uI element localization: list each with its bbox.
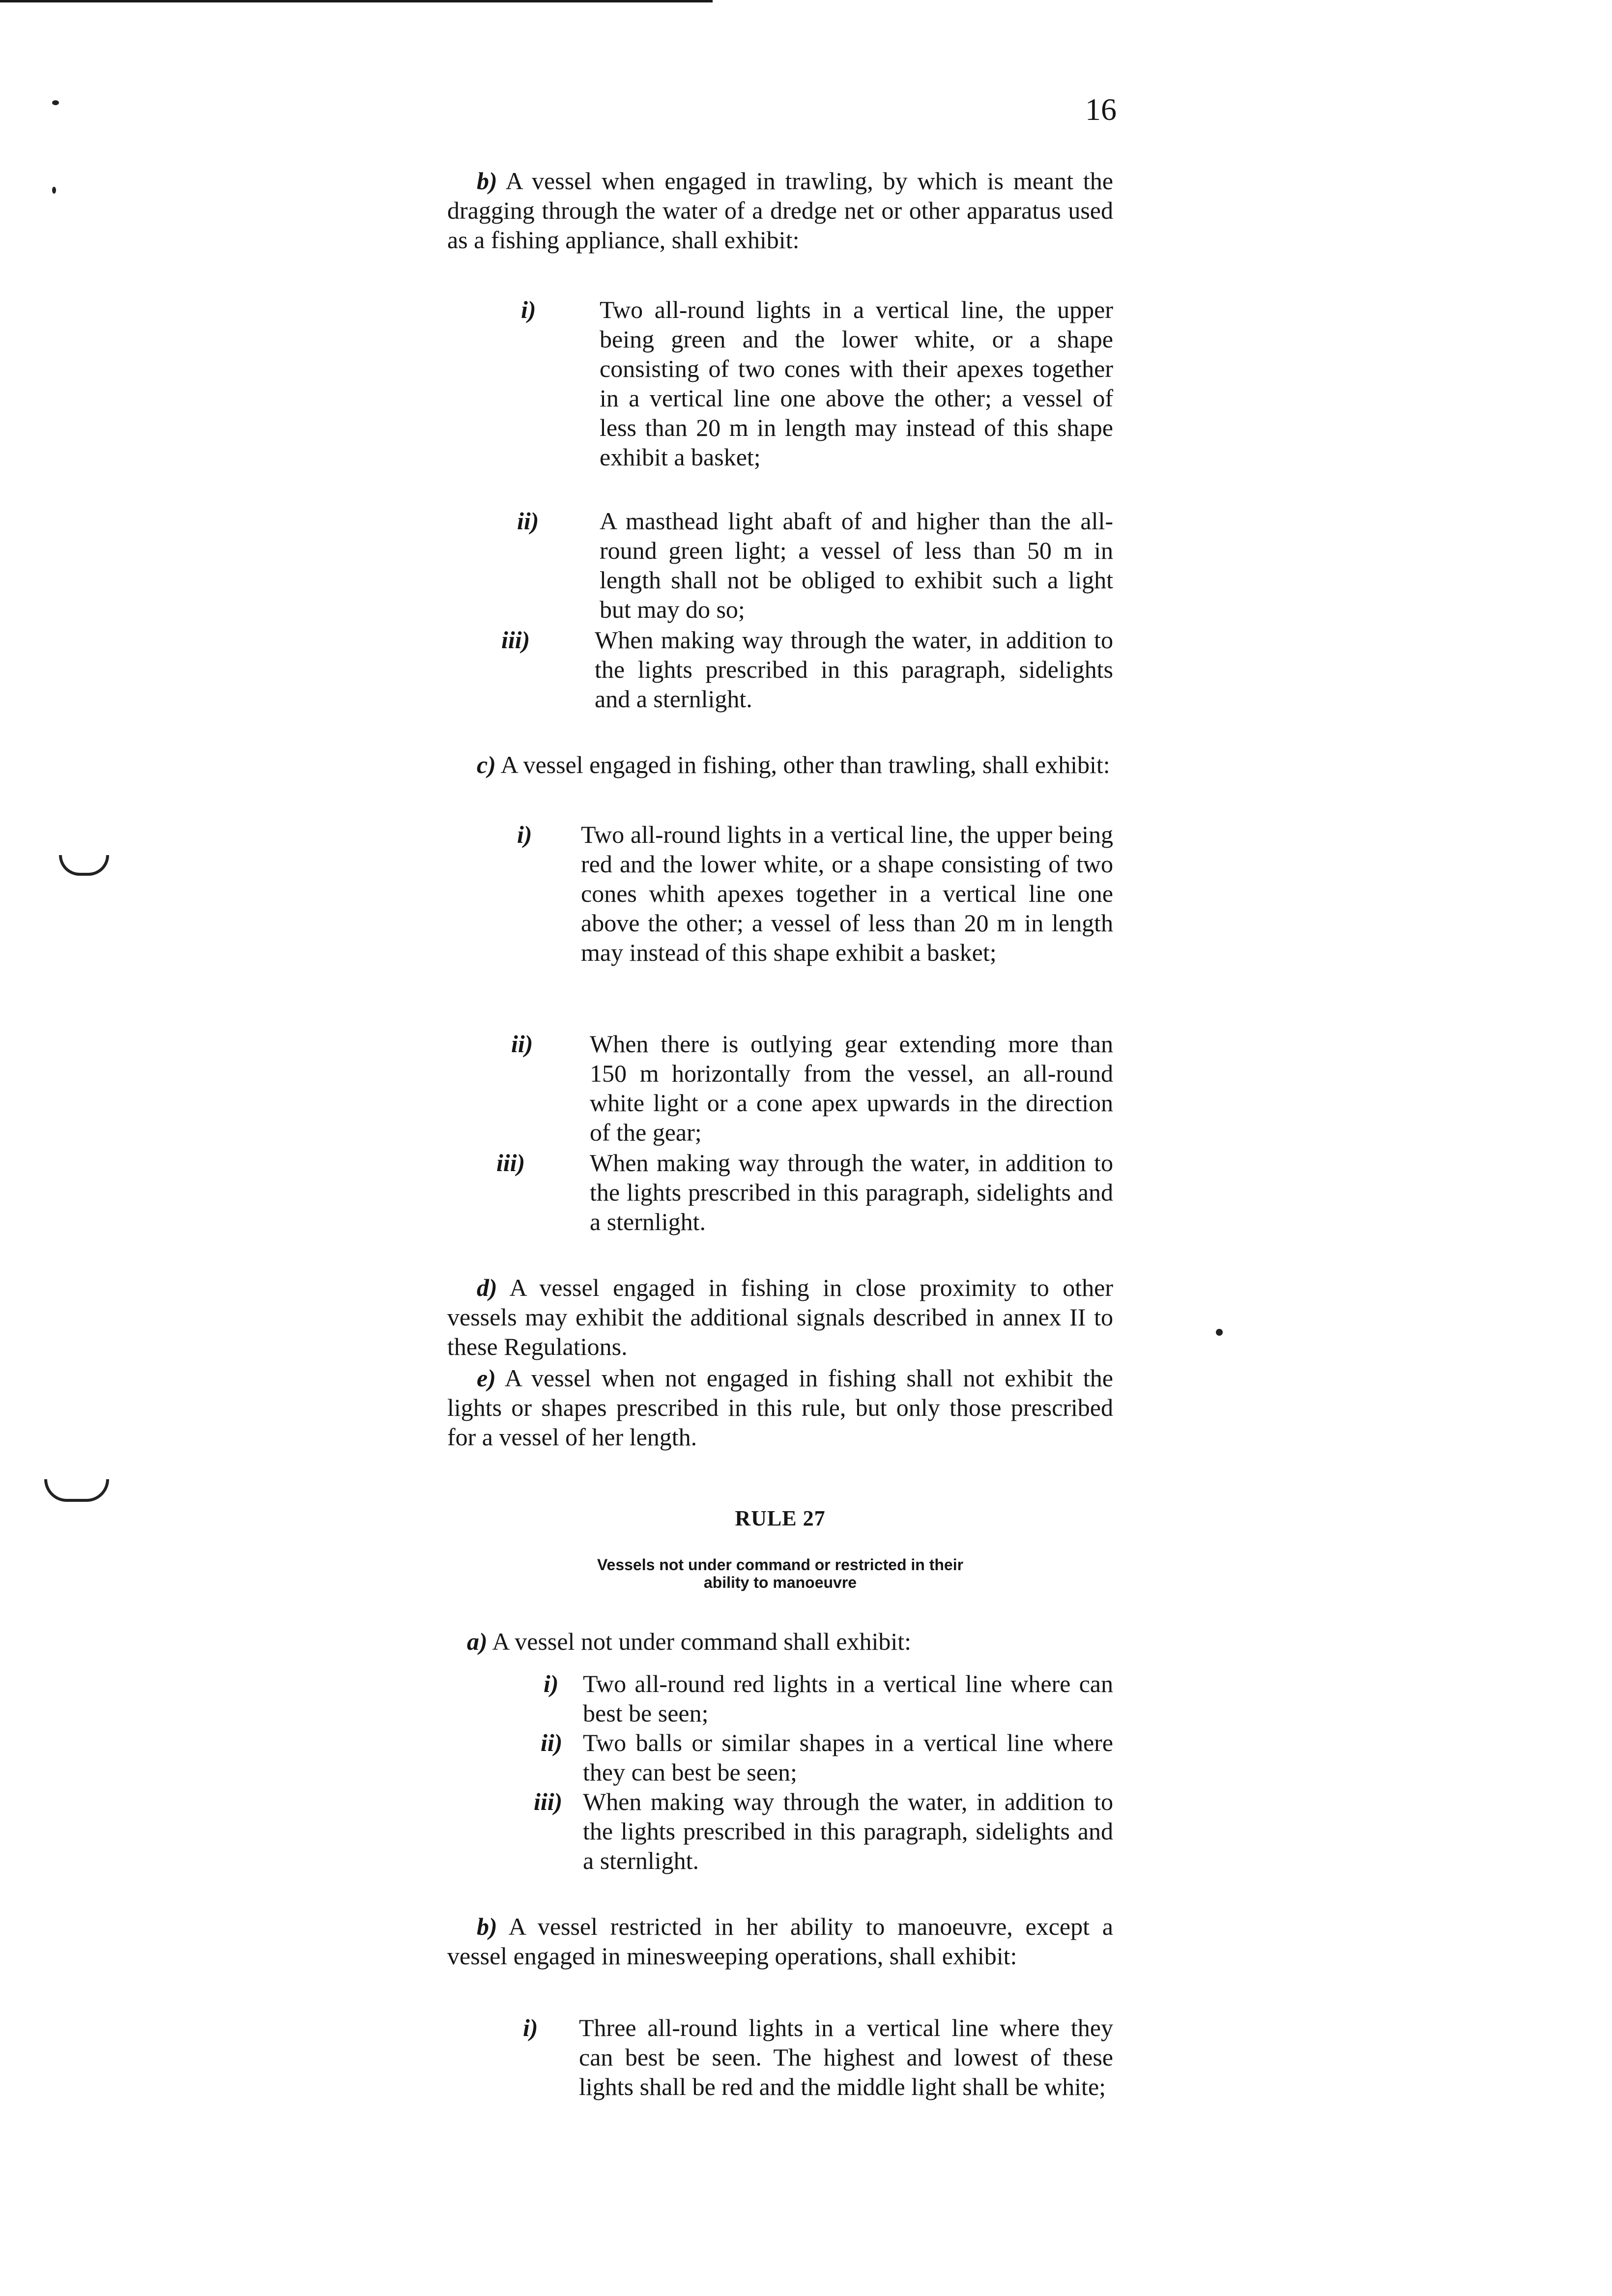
rule26-b-item-iii <box>501 625 1113 714</box>
paragraph-label: b) <box>477 1913 497 1940</box>
item-number: ii) <box>517 507 539 535</box>
scan-speck <box>52 187 56 194</box>
rule27-subheading <box>447 1556 1113 1591</box>
rule26-paragraph-c <box>447 750 1113 779</box>
rule27-heading <box>447 1504 1113 1533</box>
item-text: Two all-round red lights in a vertical line where can best be seen; <box>583 1670 1113 1727</box>
paragraph-text: A vessel when engaged in trawling, by which is meant the dragging through the water of a dredge net or other apparatus used as a fishing appliance, shall exhibit: <box>447 167 1113 254</box>
paragraph-text: A vessel engaged in fishing in close proximity to other vessels may exhibit the additional signals described in annex II to these Regulations. <box>447 1274 1114 1360</box>
item-number: iii) <box>501 626 530 654</box>
rule27-a-item-iii <box>534 1787 1113 1875</box>
rule27-paragraph-b <box>447 1912 1113 1971</box>
top-border-line <box>0 0 713 2</box>
paragraph-text: A vessel engaged in fishing, other than trawling, shall exhibit: <box>500 751 1110 778</box>
item-text: A masthead light abaft of and higher than the all-round green light; a vessel of less than 50 m in length shall not be obliged to exhibit such a light but may do so; <box>600 507 1113 623</box>
item-number: i) <box>544 1670 559 1697</box>
item-text: When making way through the water, in addition to the lights prescribed in this paragraph, sidelights and a sternlight. <box>583 1788 1113 1874</box>
scan-speck <box>52 100 59 105</box>
rule26-paragraph-d <box>447 1273 1113 1361</box>
paragraph-label: c) <box>477 751 496 778</box>
rule26-b-item-ii <box>517 506 1113 624</box>
item-number: iii) <box>496 1149 525 1177</box>
item-number: iii) <box>534 1788 563 1815</box>
paragraph-label: e) <box>477 1364 496 1392</box>
item-number: ii) <box>511 1030 533 1058</box>
item-text: When making way through the water, in addition to the lights prescribed in this paragraph, sidelights and a sternlight. <box>590 1149 1113 1235</box>
rule27-b-item-i <box>523 2013 1113 2101</box>
item-number: i) <box>517 821 532 848</box>
paragraph-label: a) <box>467 1628 488 1655</box>
rule27-paragraph-a <box>447 1627 1113 1656</box>
item-text: Two all-round lights in a vertical line, the upper being green and the lower white, or a shape consisting of two cones with their apexes together in a vertical line one above the other; a vessel of less than 20 m in length may instead of this shape exhibit a basket; <box>600 296 1113 471</box>
punch-hole-mark <box>44 1479 109 1502</box>
page-number: 16 <box>1085 92 1117 127</box>
rule26-c-item-i <box>517 820 1113 967</box>
item-text: When making way through the water, in addition to the lights prescribed in this paragraph, sidelights and a sternlight. <box>595 626 1113 713</box>
item-number: ii) <box>541 1729 563 1756</box>
item-text: Two all-round lights in a vertical line, the upper being red and the lower white, or a shape consisting of two cones whith apexes together in a vertical line one above the other; a vessel of less than 20 m in length may instead of this shape exhibit a basket; <box>581 821 1113 966</box>
item-number: i) <box>523 2014 538 2041</box>
paragraph-text: A vessel restricted in her ability to manoeuvre, except a vessel engaged in minesweeping operations, shall exhibit: <box>447 1913 1113 1970</box>
rule-title: RULE 27 <box>735 1506 826 1530</box>
rule27-a-item-ii <box>541 1728 1113 1787</box>
punch-hole-mark <box>59 855 109 876</box>
item-text: Two balls or similar shapes in a vertical line where they can best be seen; <box>583 1729 1113 1786</box>
rule-subtitle-line1: Vessels not under command or restricted in their <box>597 1556 964 1574</box>
rule26-paragraph-b <box>447 166 1113 255</box>
rule27-a-item-i <box>544 1669 1113 1728</box>
rule-subtitle-line2: ability to manoeuvre <box>703 1574 857 1591</box>
item-text: Three all-round lights in a vertical line where they can best be seen. The highest and lowest of these lights shall be red and the middle light shall be white; <box>579 2014 1113 2100</box>
item-number: i) <box>521 296 536 323</box>
paragraph-label: d) <box>477 1274 497 1301</box>
rule26-b-item-i <box>521 295 1113 472</box>
paragraph-label: b) <box>477 167 497 195</box>
rule26-c-item-iii <box>496 1148 1113 1236</box>
scan-speck <box>1216 1329 1223 1336</box>
rule26-paragraph-e <box>447 1363 1113 1452</box>
rule26-c-item-ii <box>511 1029 1113 1147</box>
item-text: When there is outlying gear extending more than 150 m horizontally from the vessel, an all-round white light or a cone apex upwards in the direction of the gear; <box>590 1030 1113 1146</box>
paragraph-text: A vessel not under command shall exhibit: <box>492 1628 912 1655</box>
paragraph-text: A vessel when not engaged in fishing shall not exhibit the lights or shapes prescribed in this rule, but only those prescribed for a vessel of her length. <box>447 1364 1114 1451</box>
